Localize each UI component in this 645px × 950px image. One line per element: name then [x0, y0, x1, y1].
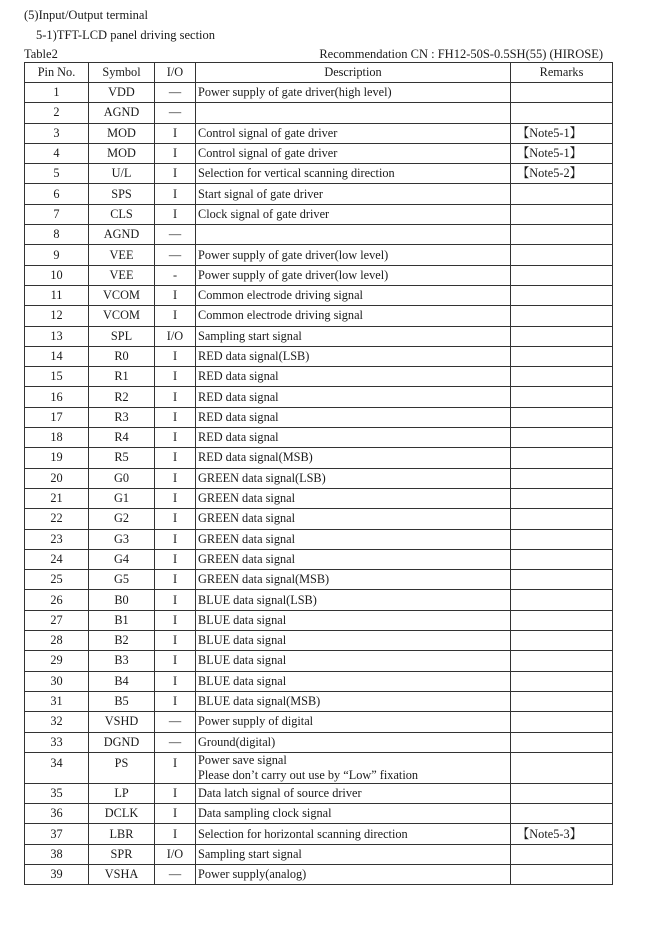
remarks-cell: [511, 570, 613, 590]
symbol-cell: AGND: [89, 225, 155, 245]
symbol-cell: VDD: [89, 83, 155, 103]
description-cell: GREEN data signal(LSB): [196, 468, 511, 488]
io-cell: I: [155, 509, 196, 529]
remarks-cell: [511, 103, 613, 123]
pin-cell: 27: [25, 610, 89, 630]
symbol-cell: R4: [89, 428, 155, 448]
pin-cell: 23: [25, 529, 89, 549]
table-row: [25, 387, 613, 407]
io-cell: -: [155, 265, 196, 285]
io-cell: I/O: [155, 844, 196, 864]
remarks-cell: [511, 407, 613, 427]
section-heading: (5)Input/Output terminal: [24, 8, 148, 22]
symbol-cell: DGND: [89, 732, 155, 752]
subsection-heading: 5-1)TFT-LCD panel driving section: [36, 28, 216, 42]
symbol-cell: G0: [89, 468, 155, 488]
pin-cell: 37: [25, 824, 89, 844]
description-line: Power save signal: [198, 752, 287, 767]
io-cell: I: [155, 783, 196, 803]
table-row: [25, 732, 613, 752]
table-header-row: [25, 63, 613, 83]
io-cell: I: [155, 367, 196, 387]
io-cell: —: [155, 83, 196, 103]
description-cell: [196, 103, 511, 123]
symbol-cell: CLS: [89, 204, 155, 224]
symbol-cell: B1: [89, 610, 155, 630]
table-row: [25, 123, 613, 143]
description-cell: GREEN data signal(MSB): [196, 570, 511, 590]
description-cell: Common electrode driving signal: [196, 285, 511, 305]
remarks-cell: [511, 265, 613, 285]
table-row: [25, 204, 613, 224]
io-cell: —: [155, 103, 196, 123]
remarks-cell: [511, 184, 613, 204]
symbol-cell: G3: [89, 529, 155, 549]
remarks-cell: [511, 864, 613, 884]
pin-cell: 9: [25, 245, 89, 265]
io-cell: I: [155, 123, 196, 143]
remarks-cell: [511, 732, 613, 752]
remarks-cell: 【Note5-2】: [511, 164, 613, 184]
pin-cell: 4: [25, 143, 89, 163]
table-row: [25, 326, 613, 346]
symbol-cell: SPR: [89, 844, 155, 864]
symbol-cell: R3: [89, 407, 155, 427]
symbol-cell: U/L: [89, 164, 155, 184]
table-row: [25, 225, 613, 245]
description-cell: Ground(digital): [196, 732, 511, 752]
symbol-cell: B4: [89, 671, 155, 691]
pin-table: [24, 62, 613, 885]
pin-cell: 20: [25, 468, 89, 488]
symbol-cell: VEE: [89, 245, 155, 265]
remarks-cell: [511, 225, 613, 245]
description-cell: RED data signal: [196, 407, 511, 427]
remarks-cell: [511, 590, 613, 610]
pin-cell: 13: [25, 326, 89, 346]
symbol-cell: VCOM: [89, 306, 155, 326]
column-header-description: Description: [196, 63, 511, 83]
description-cell: Data latch signal of source driver: [196, 783, 511, 803]
table-row: [25, 184, 613, 204]
symbol-cell: R0: [89, 346, 155, 366]
description-cell: [196, 752, 511, 783]
pin-cell: 34: [25, 752, 89, 783]
column-header-remarks: Remarks: [511, 63, 613, 83]
remarks-cell: [511, 204, 613, 224]
table-row: [25, 285, 613, 305]
description-cell: Power supply of gate driver(high level): [196, 83, 511, 103]
description-cell: Sampling start signal: [196, 326, 511, 346]
pin-cell: 14: [25, 346, 89, 366]
description-cell: Power supply of gate driver(low level): [196, 245, 511, 265]
description-cell: Power supply(analog): [196, 864, 511, 884]
remarks-cell: [511, 691, 613, 711]
description-cell: Selection for vertical scanning direction: [196, 164, 511, 184]
io-cell: I: [155, 610, 196, 630]
pin-cell: 38: [25, 844, 89, 864]
symbol-cell: DCLK: [89, 804, 155, 824]
pin-cell: 16: [25, 387, 89, 407]
io-cell: I: [155, 143, 196, 163]
description-cell: Sampling start signal: [196, 844, 511, 864]
description-cell: GREEN data signal: [196, 488, 511, 508]
description-cell: BLUE data signal(LSB): [196, 590, 511, 610]
remarks-cell: [511, 610, 613, 630]
connector-recommendation: Recommendation CN : FH12-50S-0.5SH(55) (HIROSE): [319, 47, 603, 61]
io-cell: —: [155, 864, 196, 884]
remarks-cell: [511, 245, 613, 265]
table-row: [25, 570, 613, 590]
remarks-cell: [511, 844, 613, 864]
pin-cell: 12: [25, 306, 89, 326]
pin-cell: 18: [25, 428, 89, 448]
pin-cell: 11: [25, 285, 89, 305]
remarks-cell: [511, 346, 613, 366]
description-cell: GREEN data signal: [196, 549, 511, 569]
pin-cell: 15: [25, 367, 89, 387]
remarks-cell: [511, 448, 613, 468]
remarks-cell: [511, 671, 613, 691]
table-row: [25, 631, 613, 651]
table-row: [25, 245, 613, 265]
remarks-cell: [511, 631, 613, 651]
table-row: [25, 549, 613, 569]
io-cell: I: [155, 428, 196, 448]
table-name: Table2: [24, 47, 58, 61]
io-cell: I: [155, 488, 196, 508]
pin-cell: 31: [25, 691, 89, 711]
pin-cell: 32: [25, 712, 89, 732]
table-row: [25, 529, 613, 549]
io-cell: I: [155, 804, 196, 824]
io-cell: I: [155, 204, 196, 224]
table-row: [25, 265, 613, 285]
symbol-cell: B3: [89, 651, 155, 671]
remarks-cell: [511, 306, 613, 326]
table-row: [25, 804, 613, 824]
remarks-cell: [511, 468, 613, 488]
pin-cell: 3: [25, 123, 89, 143]
table-row: [25, 824, 613, 844]
table-body: [25, 83, 613, 885]
table-row: [25, 164, 613, 184]
description-cell: Control signal of gate driver: [196, 123, 511, 143]
table-row: [25, 407, 613, 427]
io-cell: I: [155, 387, 196, 407]
symbol-cell: MOD: [89, 143, 155, 163]
pin-cell: 10: [25, 265, 89, 285]
table-row: [25, 712, 613, 732]
table-row: [25, 864, 613, 884]
pin-cell: 39: [25, 864, 89, 884]
symbol-cell: B2: [89, 631, 155, 651]
description-cell: Selection for horizontal scanning direction: [196, 824, 511, 844]
description-cell: BLUE data signal(MSB): [196, 691, 511, 711]
io-cell: I: [155, 346, 196, 366]
io-cell: I: [155, 671, 196, 691]
symbol-cell: VEE: [89, 265, 155, 285]
symbol-cell: VSHD: [89, 712, 155, 732]
pin-cell: 5: [25, 164, 89, 184]
table-row: [25, 428, 613, 448]
remarks-cell: [511, 509, 613, 529]
description-cell: RED data signal: [196, 367, 511, 387]
io-cell: I: [155, 407, 196, 427]
symbol-cell: G5: [89, 570, 155, 590]
table-row: [25, 651, 613, 671]
io-cell: I: [155, 824, 196, 844]
description-cell: RED data signal: [196, 387, 511, 407]
table-row: [25, 367, 613, 387]
description-cell: GREEN data signal: [196, 509, 511, 529]
pin-cell: 28: [25, 631, 89, 651]
description-cell: BLUE data signal: [196, 651, 511, 671]
table-row: [25, 306, 613, 326]
description-cell: Data sampling clock signal: [196, 804, 511, 824]
description-cell: RED data signal(LSB): [196, 346, 511, 366]
description-cell: Common electrode driving signal: [196, 306, 511, 326]
io-cell: I: [155, 549, 196, 569]
description-note: Please don’t carry out use by “Low” fixation: [198, 767, 419, 782]
remarks-cell: 【Note5-3】: [511, 824, 613, 844]
table-row: [25, 468, 613, 488]
symbol-cell: R1: [89, 367, 155, 387]
column-header-symbol: Symbol: [89, 63, 155, 83]
io-cell: I: [155, 448, 196, 468]
symbol-cell: B0: [89, 590, 155, 610]
remarks-cell: [511, 549, 613, 569]
table-row: [25, 143, 613, 163]
table-row: [25, 509, 613, 529]
pin-cell: 24: [25, 549, 89, 569]
pin-cell: 33: [25, 732, 89, 752]
remarks-cell: [511, 285, 613, 305]
description-cell: BLUE data signal: [196, 631, 511, 651]
description-cell: Clock signal of gate driver: [196, 204, 511, 224]
symbol-cell: G2: [89, 509, 155, 529]
io-cell: —: [155, 225, 196, 245]
description-cell: [196, 225, 511, 245]
pin-cell: 7: [25, 204, 89, 224]
pin-cell: 17: [25, 407, 89, 427]
remarks-cell: [511, 428, 613, 448]
description-cell: Power supply of gate driver(low level): [196, 265, 511, 285]
remarks-cell: [511, 387, 613, 407]
description-cell: RED data signal: [196, 428, 511, 448]
pin-cell: 26: [25, 590, 89, 610]
description-cell: GREEN data signal: [196, 529, 511, 549]
symbol-cell: LP: [89, 783, 155, 803]
remarks-cell: [511, 488, 613, 508]
table-row: [25, 691, 613, 711]
symbol-cell: PS: [89, 752, 155, 783]
table-row: [25, 103, 613, 123]
pin-cell: 2: [25, 103, 89, 123]
io-cell: I: [155, 691, 196, 711]
io-cell: —: [155, 245, 196, 265]
pin-cell: 22: [25, 509, 89, 529]
io-cell: I: [155, 164, 196, 184]
pin-cell: 30: [25, 671, 89, 691]
remarks-cell: [511, 367, 613, 387]
table-row: [25, 590, 613, 610]
symbol-cell: AGND: [89, 103, 155, 123]
io-cell: —: [155, 712, 196, 732]
symbol-cell: G1: [89, 488, 155, 508]
io-cell: I: [155, 752, 196, 783]
table-row: [25, 346, 613, 366]
table-row: [25, 83, 613, 103]
io-cell: I: [155, 184, 196, 204]
io-cell: —: [155, 732, 196, 752]
remarks-cell: [511, 783, 613, 803]
pin-cell: 35: [25, 783, 89, 803]
pin-cell: 8: [25, 225, 89, 245]
description-cell: RED data signal(MSB): [196, 448, 511, 468]
remarks-cell: [511, 529, 613, 549]
remarks-cell: [511, 83, 613, 103]
symbol-cell: LBR: [89, 824, 155, 844]
pin-cell: 25: [25, 570, 89, 590]
io-cell: I: [155, 306, 196, 326]
io-cell: I: [155, 590, 196, 610]
table-row: [25, 783, 613, 803]
table-row: [25, 610, 613, 630]
io-cell: I: [155, 631, 196, 651]
pin-cell: 1: [25, 83, 89, 103]
symbol-cell: B5: [89, 691, 155, 711]
remarks-cell: [511, 326, 613, 346]
description-cell: BLUE data signal: [196, 671, 511, 691]
remarks-cell: [511, 804, 613, 824]
pin-cell: 21: [25, 488, 89, 508]
symbol-cell: R2: [89, 387, 155, 407]
io-cell: I: [155, 529, 196, 549]
pin-cell: 29: [25, 651, 89, 671]
remarks-cell: [511, 752, 613, 783]
symbol-cell: SPL: [89, 326, 155, 346]
description-cell: BLUE data signal: [196, 610, 511, 630]
io-cell: I: [155, 651, 196, 671]
table-row: [25, 448, 613, 468]
symbol-cell: MOD: [89, 123, 155, 143]
table-row: [25, 488, 613, 508]
pin-cell: 36: [25, 804, 89, 824]
symbol-cell: R5: [89, 448, 155, 468]
column-header-pin: Pin No.: [25, 63, 89, 83]
io-cell: I/O: [155, 326, 196, 346]
pin-cell: 6: [25, 184, 89, 204]
pin-cell: 19: [25, 448, 89, 468]
description-cell: Control signal of gate driver: [196, 143, 511, 163]
remarks-cell: [511, 712, 613, 732]
column-header-io: I/O: [155, 63, 196, 83]
table-row: [25, 671, 613, 691]
symbol-cell: SPS: [89, 184, 155, 204]
io-cell: I: [155, 468, 196, 488]
symbol-cell: G4: [89, 549, 155, 569]
table-row: [25, 844, 613, 864]
io-cell: I: [155, 570, 196, 590]
io-cell: I: [155, 285, 196, 305]
symbol-cell: VSHA: [89, 864, 155, 884]
remarks-cell: [511, 651, 613, 671]
table-row: [25, 752, 613, 783]
symbol-cell: VCOM: [89, 285, 155, 305]
remarks-cell: 【Note5-1】: [511, 143, 613, 163]
remarks-cell: 【Note5-1】: [511, 123, 613, 143]
description-cell: Power supply of digital: [196, 712, 511, 732]
description-cell: Start signal of gate driver: [196, 184, 511, 204]
